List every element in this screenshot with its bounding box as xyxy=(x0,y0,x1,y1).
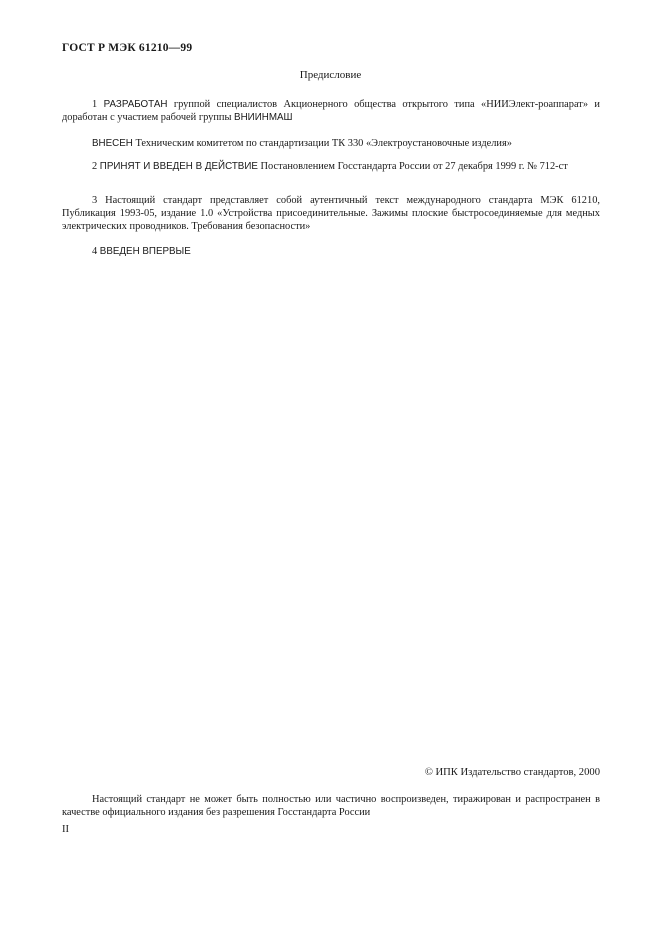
item-1-developed xyxy=(62,98,600,124)
item-2-adopted xyxy=(62,160,600,173)
page-title: Предисловие xyxy=(299,69,362,81)
item-number: 4 xyxy=(92,246,100,257)
item-1-introduced xyxy=(62,137,600,150)
item-text: 3 Настоящий стандарт представляет собой аутентичный текст международного стандарта МЭК 61210, Публикация 1993-05, издание 1.0 «Устройства присоединительные. Зажимы плоские быстросоединяемые для медных электрических проводников. Требования безопасности» xyxy=(62,195,600,232)
item-number: 1 xyxy=(92,99,104,110)
item-keyword: ВНЕСЕН xyxy=(92,138,133,149)
item-keyword: ПРИНЯТ И ВВЕДЕН В ДЕЙСТВИЕ xyxy=(99,161,258,172)
footer-text: Настоящий стандарт не может быть полностью или частично воспроизведен, тиражирован и распространен в качестве официального издания без разрешения Госстандарта России xyxy=(62,794,600,818)
copyright-notice: © ИПК Издательство стандартов, 2000 xyxy=(424,767,600,778)
page-number: II xyxy=(62,824,70,835)
item-3-authentic-text xyxy=(62,194,600,233)
item-text: Техническим комитетом по стандартизации ТК 330 «Электроустановочные изделия» xyxy=(132,138,512,149)
item-keyword: РАЗРАБОТАН xyxy=(103,99,168,110)
item-text: группой специалистов Акционерного общества открытого типа «НИИЭлект-роаппарат» и доработан с участием рабочей группы xyxy=(62,99,600,123)
item-keyword: ВВЕДЕН ВПЕРВЫЕ xyxy=(99,246,191,257)
document-header: ГОСТ Р МЭК 61210—99 xyxy=(62,42,193,54)
item-4-first-introduced xyxy=(62,245,600,258)
footer-notice xyxy=(62,793,600,819)
item-text: Постановлением Госстандарта России от 27 декабря 1999 г. № 712-ст xyxy=(257,161,568,172)
item-keyword: ВНИИНМАШ xyxy=(234,112,293,123)
item-number: 2 xyxy=(92,161,100,172)
